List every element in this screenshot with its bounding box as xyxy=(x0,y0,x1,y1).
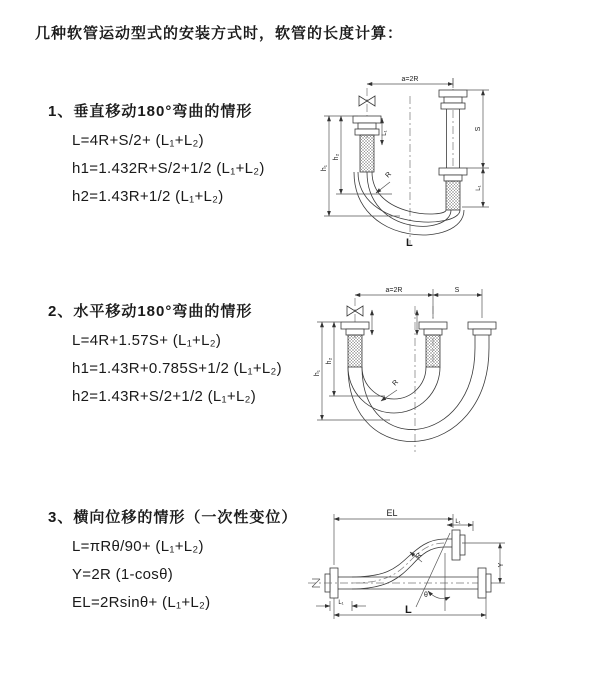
middle-hose-braid xyxy=(426,335,440,367)
section-1-heading: 1、垂直移动180°弯曲的情形 xyxy=(48,103,253,120)
right-hose-braid xyxy=(446,181,460,210)
dim-label-s: S xyxy=(454,287,460,294)
section-2-heading: 2、水平移动180°弯曲的情形 xyxy=(48,303,253,320)
angle-label: θ xyxy=(424,592,428,599)
horizontal-bend-diagram xyxy=(305,278,600,458)
left-flange-neck xyxy=(358,123,376,129)
vertical-bend-drawing xyxy=(312,72,597,252)
dim-label-el: EL xyxy=(386,508,398,518)
section-3-heading: 3、横向位移的情形（一次性变位） xyxy=(48,509,298,526)
formula-l: L=4R+1.57S+ (L₁+L₂) xyxy=(72,332,222,349)
angle-arc xyxy=(428,591,450,599)
dim-label-l1: L₁ xyxy=(476,185,482,191)
formula-h2: h2=1.43R+1/2 (L₁+L₂) xyxy=(72,188,224,205)
dim-label-h2: h₂ xyxy=(326,357,333,365)
left-flange xyxy=(353,116,381,123)
formula-l: L=πRθ/90+ (L₁+L₂) xyxy=(72,538,204,555)
right-flange-top-neck xyxy=(444,97,462,103)
middle-flange xyxy=(419,322,447,329)
hose-curve xyxy=(372,172,446,214)
left-flange xyxy=(341,322,369,329)
dim-label-h1: h₁ xyxy=(321,164,328,172)
right-flange xyxy=(478,568,486,598)
left-flange-plate xyxy=(355,129,379,135)
section-lateral-displacement xyxy=(48,506,297,611)
doc-title: 几种软管运动型式的安装方式时，软管的长度计算： xyxy=(35,25,404,42)
lateral-displacement-diagram xyxy=(300,503,600,643)
right-flange-top-plate xyxy=(441,103,465,109)
formula-h1: h1=1.43R+0.785S+1/2 (L₁+L₂) xyxy=(72,360,282,377)
left-hose-braid xyxy=(360,135,374,172)
hose-curve-moved xyxy=(367,172,451,226)
radius-leader xyxy=(376,182,390,193)
radius-label: R xyxy=(391,378,400,388)
hose-curve-moved xyxy=(348,348,489,441)
left-hose-braid xyxy=(348,335,362,367)
section-horizontal-bend xyxy=(48,300,282,405)
dim-label-l1-top: L₁ xyxy=(455,519,461,525)
formula-el: EL=2Rsinθ+ (L₁+L₂) xyxy=(72,594,211,611)
middle-flange-neck xyxy=(424,329,442,335)
upper-flange-plate xyxy=(460,535,465,555)
lateral-displacement-drawing xyxy=(300,503,600,643)
dim-label-s: S xyxy=(475,126,482,132)
right-flange-lower-neck xyxy=(444,175,462,181)
dim-label-y: Y xyxy=(498,562,505,568)
dim-label-l1-left: L₁ xyxy=(382,130,388,136)
left-flange-neck xyxy=(346,329,364,335)
right-flange xyxy=(468,322,496,329)
formula-l: L=4R+S/2+ (L₁+L₂) xyxy=(72,132,204,149)
length-label: L xyxy=(406,237,413,249)
hose-curve-moved xyxy=(362,348,475,430)
upper-flange xyxy=(452,530,460,560)
right-flange-plate xyxy=(486,574,491,592)
formula-y: Y=2R (1-cosθ) xyxy=(72,566,174,583)
formula-h1: h1=1.432R+S/2+1/2 (L₁+L₂) xyxy=(72,160,265,177)
horizontal-bend-drawing xyxy=(305,278,600,458)
right-flange-top xyxy=(439,90,467,97)
radius-label: R xyxy=(414,551,424,561)
right-flange-lower xyxy=(439,168,467,175)
hose-curve xyxy=(348,367,440,413)
dim-label-h1: h₁ xyxy=(314,369,321,377)
section-vertical-bend xyxy=(48,100,265,205)
dim-label-l1-left: L₁ xyxy=(338,600,344,606)
radius-label: R xyxy=(384,170,393,180)
dim-label-l: L xyxy=(405,604,412,616)
vertical-bend-diagram xyxy=(312,72,597,252)
right-flange-neck xyxy=(473,329,491,335)
dim-label-a2r: a=2R xyxy=(385,287,403,294)
dim-label-a2r: a=2R xyxy=(401,76,419,83)
formula-h2: h2=1.43R+S/2+1/2 (L₁+L₂) xyxy=(72,388,257,405)
dim-label-h2: h₂ xyxy=(333,153,340,161)
